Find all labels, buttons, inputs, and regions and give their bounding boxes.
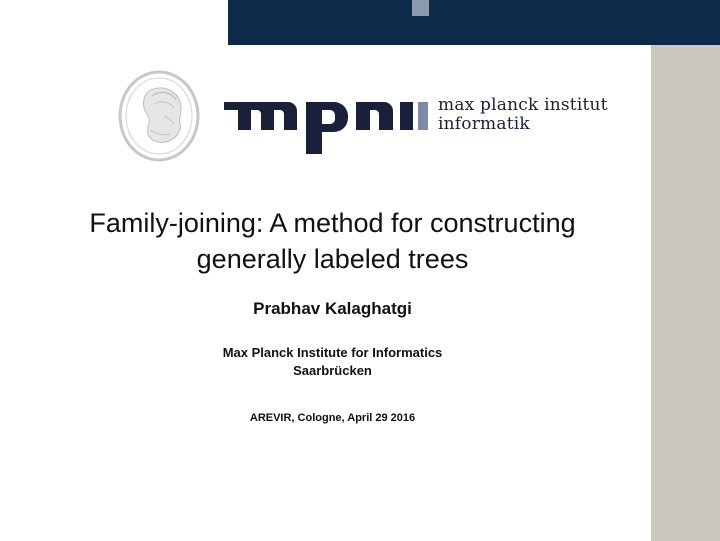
institute-name: Max Planck Institute for Informatics — [222, 345, 443, 360]
logo-line-2: informatik — [438, 114, 530, 134]
title-line-1: Family-joining: A method for constructing — [89, 208, 576, 238]
author-name: Prabhav Kalaghatgi — [253, 299, 412, 318]
title-line-2: generally labeled trees — [196, 244, 469, 274]
venue-date: AREVIR, Cologne, April 29 2016 — [249, 412, 416, 424]
header-band — [228, 0, 720, 45]
city-name: Saarbrücken — [293, 363, 372, 378]
side-band — [651, 45, 720, 541]
slide-title — [0, 205, 665, 277]
mpi-logo-mark — [224, 98, 428, 158]
minerva-seal-icon — [118, 70, 200, 162]
logo-line-1: max planck institut — [438, 95, 608, 115]
logo-wordmark — [438, 96, 638, 134]
header-accent-square — [412, 0, 429, 16]
affiliation — [0, 344, 665, 380]
